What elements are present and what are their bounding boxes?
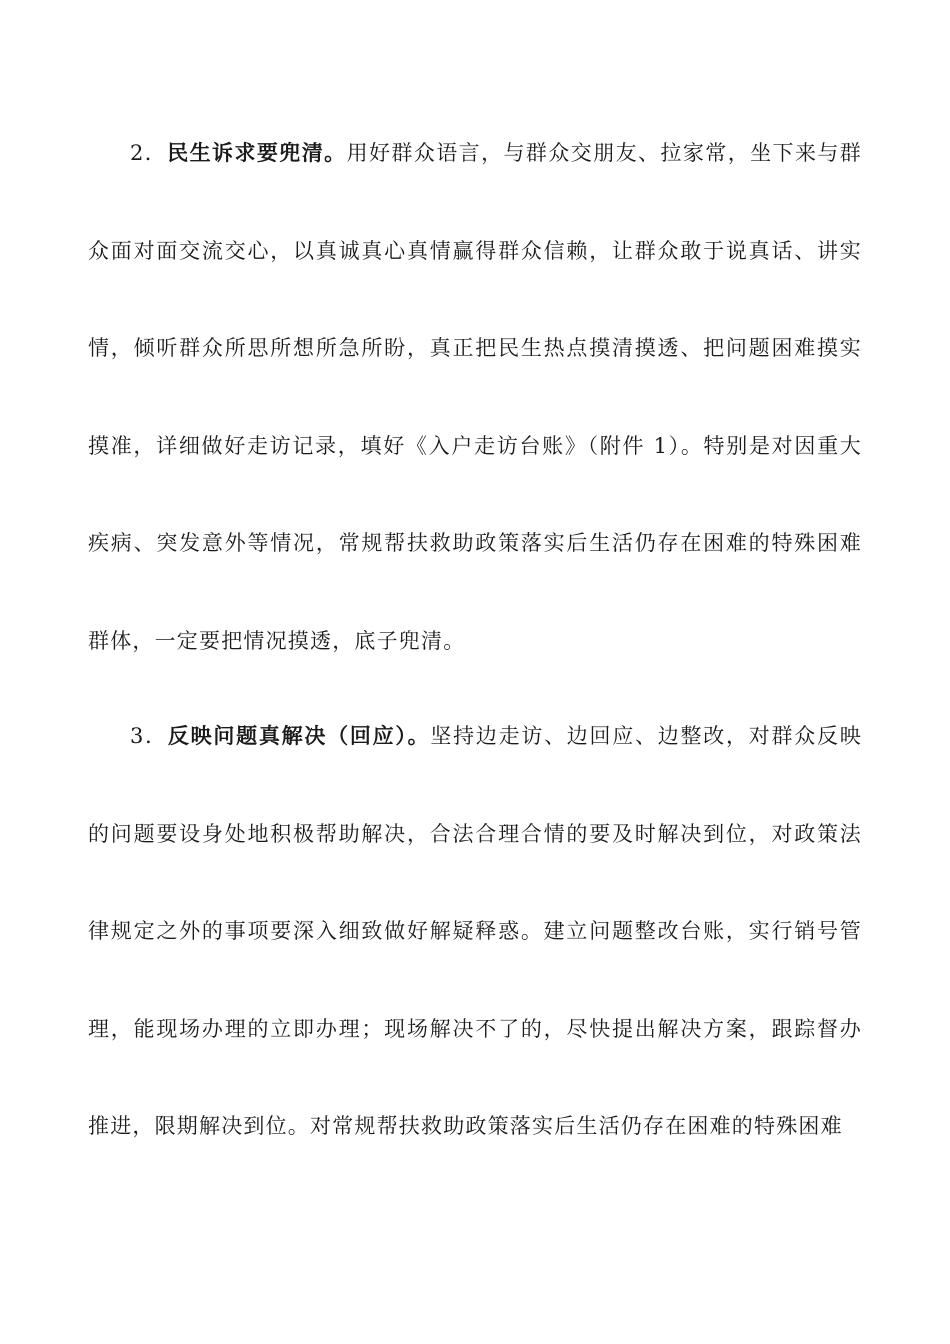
paragraph-livelihood-demands xyxy=(88,105,862,690)
paragraph-body: 坚持边走访、边回应、边整改，对群众反映的问题要设身处地积极帮助解决，合法合理合情的要及时解决到位，对政策法律规定之外的事项要深入细致做好解疑释惑。建立问题整改台账，实行销号管理，能现场办理的立即办理；现场解决不了的，尽快提出解决方案，跟踪督办推进，限期解决到位。对常规帮扶救助政策落实后生活仍存在困难的特殊困难 xyxy=(88,724,862,1138)
paragraph-number: 2． xyxy=(130,141,168,165)
paragraph-heading: 反映问题真解决（回应）。 xyxy=(167,724,431,748)
paragraph-heading: 民生诉求要兜清。 xyxy=(167,141,347,165)
paragraph-problem-solving xyxy=(88,688,862,1176)
paragraph-number: 3． xyxy=(130,724,168,748)
paragraph-body: 用好群众语言，与群众交朋友、拉家常，坐下来与群众面对面交流交心，以真诚真心真情赢得群众信赖，让群众敢于说真话、讲实情，倾听群众所思所想所急所盼，真正把民生热点摸清摸透、把问题困难摸实摸准，详细做好走访记录，填好《入户走访台账》（附件 1）。特别是对因重大疾病、突发意外等情况，常规帮扶救助政策落实后生活仍存在困难的特殊困难群体，一定要把情况摸透，底子兜清。 xyxy=(88,141,862,653)
